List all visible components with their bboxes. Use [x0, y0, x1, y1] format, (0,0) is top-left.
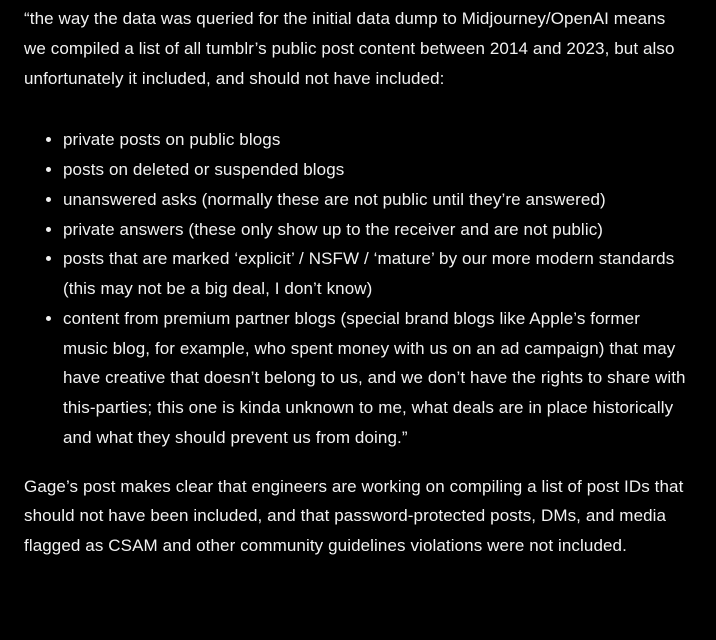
- list-item-premium-partner-blogs: • content from premium partner blogs (special brand blogs like Apple’s former music blog, for example, who spent money with us on an ad campaign) that may have creative that doesn’t belong to us, and we don’t have the rights to share with this-parties; this one is kinda unknown to me, what deals are in place historically and what they should prevent us from doing.”: [63, 304, 688, 453]
- closing-paragraph: Gage’s post makes clear that engineers are working on compiling a list of post IDs that should not have been included, and that password-protected posts, DMs, and media flagged as CSAM and other community guidelines violations were not included.: [24, 476, 684, 555]
- list-item-unanswered-asks: • unanswered asks (normally these are not public until they’re answered): [63, 185, 688, 215]
- list-item-explicit-posts: • posts that are marked ‘explicit’ / NSFW / ‘mature’ by our more modern standards (this may not be a big deal, I don’t know): [63, 244, 688, 304]
- list-item-deleted-blogs: • posts on deleted or suspended blogs: [63, 155, 688, 185]
- list-item-private-posts: • private posts on public blogs: [63, 125, 688, 155]
- list-item-private-answers: • private answers (these only show up to the receiver and are not public): [63, 215, 688, 245]
- excluded-content-list: [24, 125, 692, 452]
- quote-paragraph: “the way the data was queried for the initial data dump to Midjourney/OpenAI means we compiled a list of all tumblr’s public post content between 2014 and 2023, but also unfortunately it included, and should not have included:: [24, 9, 675, 88]
